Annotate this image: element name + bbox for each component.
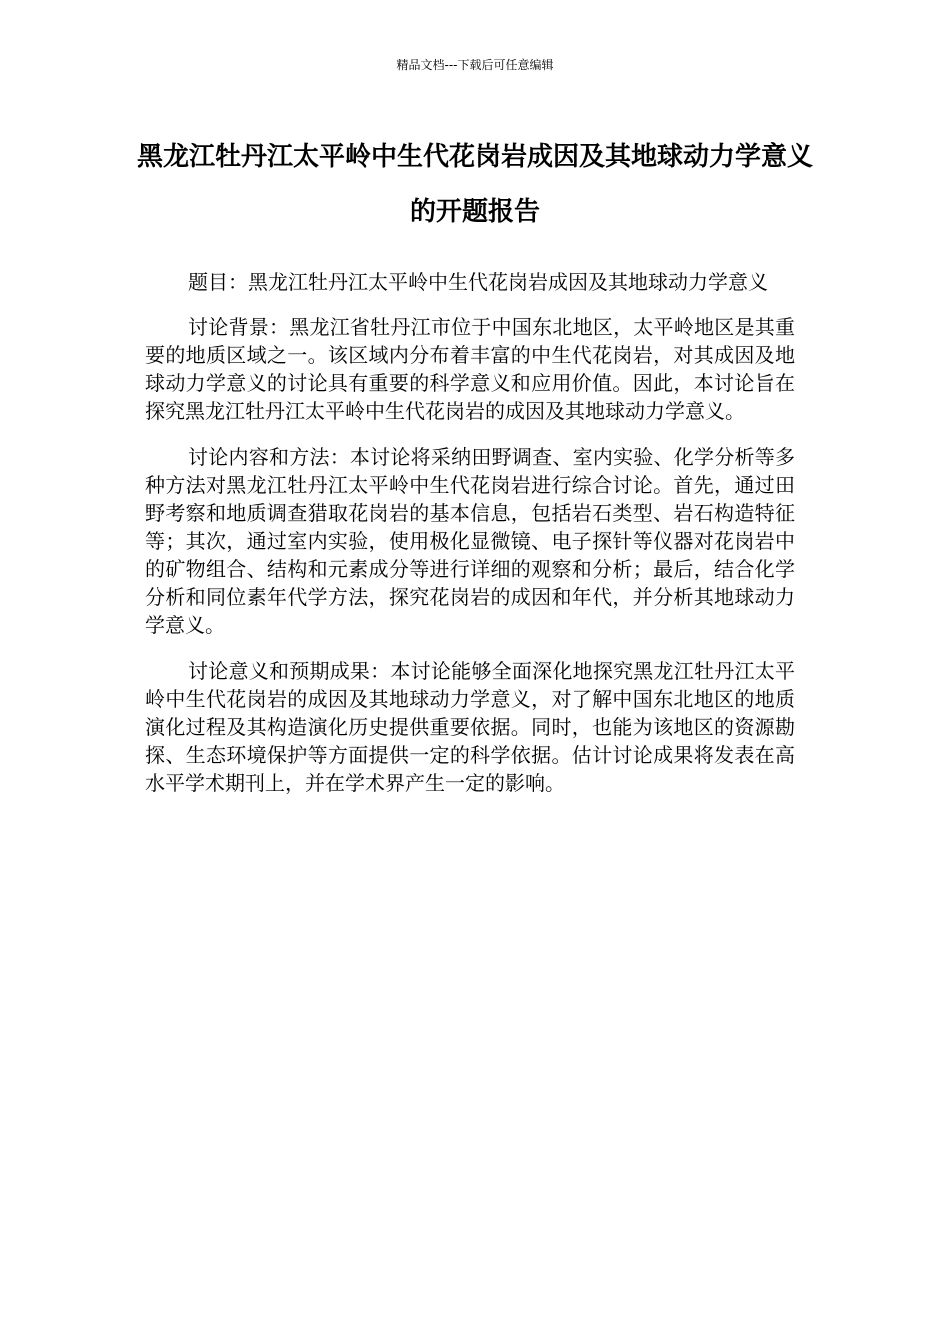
paragraph-subject: 题目：黑龙江牡丹江太平岭中生代花岗岩成因及其地球动力学意义	[188, 270, 768, 294]
page-header-note: 精品文档---下载后可任意编辑	[396, 58, 554, 72]
document-title: 黑龙江牡丹江太平岭中生代花岗岩成因及其地球动力学意义的开题报告	[136, 142, 813, 227]
paragraph-content-and-methods: 讨论内容和方法：本讨论将采纳田野调查、室内实验、化学分析等多种方法对黑龙江牡丹江太平岭中生代花岗岩进行综合讨论。首先，通过田野考察和地质调查猎取花岗岩的基本信息，包括岩石类型、岩石构造特征等；其次，通过室内实验，使用极化显微镜、电子探针等仪器对花岗岩中的矿物组合、结构和元素成分等进行详细的观察和分析；最后，结合化学分析和同位素年代学方法，探究花岗岩的成因和年代，并分析其地球动力学意义。	[145, 445, 795, 637]
document-body	[145, 268, 795, 815]
paragraph-background: 讨论背景：黑龙江省牡丹江市位于中国东北地区，太平岭地区是其重要的地质区域之一。该区域内分布着丰富的中生代花岗岩，对其成因及地球动力学意义的讨论具有重要的科学意义和应用价值。因此，本讨论旨在探究黑龙江牡丹江太平岭中生代花岗岩的成因及其地球动力学意义。	[145, 315, 795, 423]
paragraph-significance-and-outcomes: 讨论意义和预期成果：本讨论能够全面深化地探究黑龙江牡丹江太平岭中生代花岗岩的成因及其地球动力学意义，对了解中国东北地区的地质演化过程及其构造演化历史提供重要依据。同时，也能为该地区的资源勘探、生态环境保护等方面提供一定的科学依据。估计讨论成果将发表在高水平学术期刊上，并在学术界产生一定的影响。	[145, 659, 795, 795]
